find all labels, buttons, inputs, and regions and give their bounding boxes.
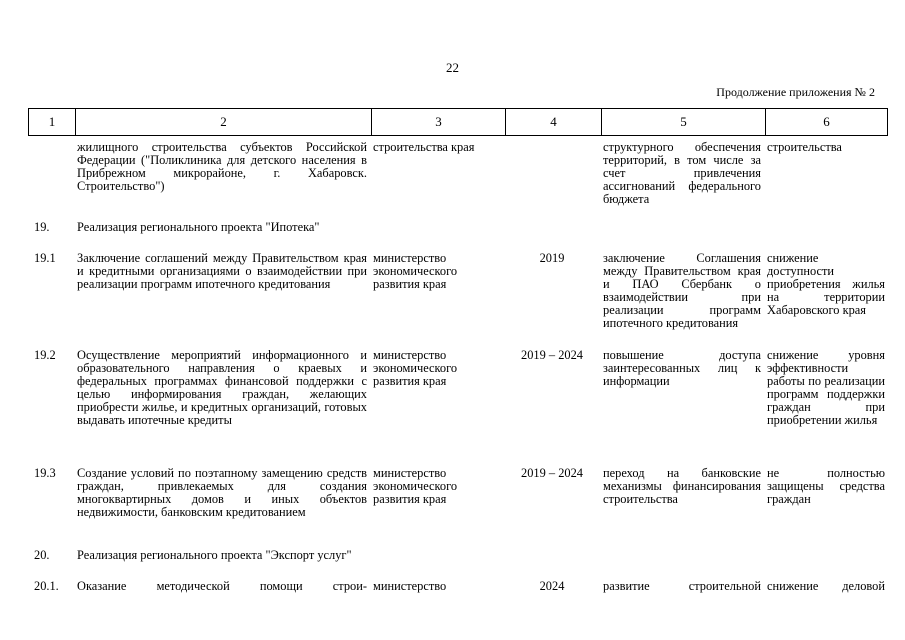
cell-number: 19.3 — [34, 466, 56, 480]
appendix-continuation-label: Продолжение приложения № 2 — [716, 85, 875, 99]
cell-consequence: строительства — [767, 140, 842, 154]
cell-number: 20.1. — [34, 579, 59, 593]
cell-consequence: снижение доступности приобретения жилья на территории Хабаровского края — [767, 251, 885, 317]
cell-result: структурного обеспечения территорий, в том числе за счет привлечения ассигнований федерального бюджета — [603, 140, 761, 206]
cell-result: заключение Соглашения между Правительством края и ПАО Сбербанк о взаимодействии при реализации программ ипотечного кредитования — [603, 251, 761, 330]
cell-consequence: не полностью защищены средства граждан — [767, 466, 885, 506]
cell-result: повышение доступа заинтересованных лиц к информации — [603, 348, 761, 388]
header-col-3: 3 — [371, 109, 505, 135]
cell-executor: строительства края — [373, 140, 475, 154]
cell-executor: министерство экономического развития края — [373, 466, 458, 506]
header-col-1: 1 — [48, 114, 56, 129]
cell-result: переход на банковские механизмы финансирования строительства — [603, 466, 761, 506]
cell-number: 20. — [34, 548, 50, 562]
cell-consequence: снижение деловой — [767, 579, 885, 593]
cell-number: 19.1 — [34, 251, 56, 265]
cell-description: Создание условий по поэтапному замещению средств граждан, привлекаемых для создания многоквартирных домов и иных объектов недвижимости, банковским кредитованием — [77, 466, 367, 519]
cell-number: 19.2 — [34, 348, 56, 362]
cell-description: Реализация регионального проекта "Ипотека" — [77, 220, 320, 234]
header-col-6: 6 — [765, 109, 887, 135]
cell-period: 2019 — [539, 251, 565, 265]
cell-description: Оказание методической помощи строи- — [77, 579, 367, 593]
cell-description: Осуществление мероприятий информационного и образовательного направления о краевых и федеральных программах финансовой поддержки с целью информирования граждан, желающих приобрести жилье, и кредитных организаций, готовых выдавать ипотечные кредиты — [77, 348, 367, 427]
table-header-row — [28, 108, 888, 136]
cell-executor: министерство — [373, 579, 447, 593]
cell-number: 19. — [34, 220, 50, 234]
cell-result: развитие строительной — [603, 579, 761, 593]
cell-period: 2019 – 2024 — [521, 466, 583, 480]
header-col-4: 4 — [505, 109, 601, 135]
cell-description: Заключение соглашений между Правительством края и кредитными организациями о взаимодействии при реализации программ ипотечного кредитования — [77, 251, 367, 291]
cell-executor: министерство экономического развития края — [373, 348, 458, 388]
cell-period: 2024 — [539, 579, 565, 593]
cell-consequence: снижение уровня эффективности работы по реализации программ поддержки граждан при приобретении жилья — [767, 348, 885, 427]
cell-description: жилищного строительства субъектов Российской Федерации ("Поликлиника для детского населения в Прибрежном микрорайоне, г. Хабаровск. Строительство") — [77, 140, 367, 193]
cell-period: 2019 – 2024 — [521, 348, 583, 362]
cell-description: Реализация регионального проекта "Экспорт услуг" — [77, 548, 352, 562]
header-col-5: 5 — [601, 109, 765, 135]
cell-executor: министерство экономического развития края — [373, 251, 458, 291]
page-number: 22 — [446, 60, 459, 75]
header-col-2: 2 — [75, 109, 371, 135]
